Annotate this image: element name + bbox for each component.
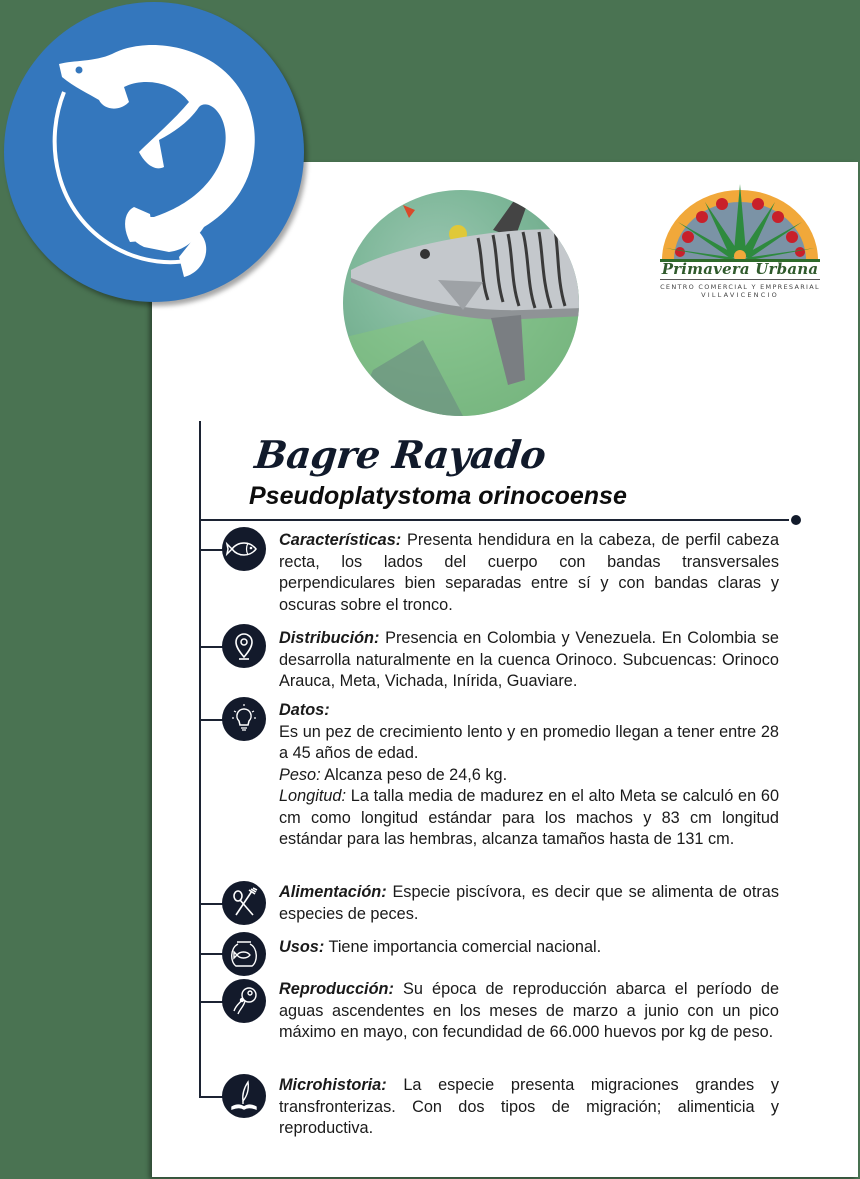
quill-book-icon — [222, 1074, 266, 1118]
peso-label: Peso: — [279, 765, 321, 784]
section-microhistoria — [279, 1075, 779, 1140]
logo-divider — [660, 279, 820, 280]
lightbulb-icon — [222, 697, 266, 741]
title-divider — [199, 519, 789, 521]
logo-title: Primavera Urbana — [661, 260, 819, 278]
section-usos — [279, 937, 779, 959]
location-pin-icon — [222, 624, 266, 668]
section-label: Microhistoria: — [279, 1076, 387, 1094]
fishbowl-icon — [222, 932, 266, 976]
utensils-icon — [222, 881, 266, 925]
section-text: La especie presenta migraciones grandes y transfronterizas. Con dos tipos de migración; alimenticia y reproductiva. — [279, 1076, 779, 1137]
section-label: Datos: — [279, 701, 330, 719]
section-reproduccion — [279, 979, 779, 1044]
divider-end-dot — [791, 515, 801, 525]
section-alimentacion — [279, 882, 779, 925]
section-label: Distribución: — [279, 629, 380, 647]
section-label: Usos: — [279, 938, 325, 956]
fish-icon — [222, 527, 266, 571]
section-text: Es un pez de crecimiento lento y en promedio llegan a tener entre 28 a 45 años de edad. — [279, 722, 779, 762]
primavera-urbana-logo — [650, 182, 830, 310]
species-photo — [343, 190, 579, 416]
sun-agave-emblem-icon — [650, 182, 830, 262]
section-text: Presenta hendidura en la cabeza, de perfil cabeza recta, los lados del cuerpo con bandas transversales perpendiculares bien separadas entre sí y con bandas claras y oscuras sobre el tronco. — [279, 531, 779, 614]
peso-text: Alcanza peso de 24,6 kg. — [320, 765, 508, 784]
common-name-title: Bagre Rayado — [252, 432, 548, 477]
section-caracteristicas — [279, 530, 779, 616]
section-text: Presencia en Colombia y Venezuela. En Colombia se desarrolla naturalmente en la cuenca Orinoco. Subcuencas: Orinoco Arauca, Meta, Vichada, Inírida, Guaviare. — [279, 629, 779, 690]
section-text: Tiene importancia comercial nacional. — [324, 938, 602, 956]
longitud-label: Longitud: — [279, 787, 346, 805]
section-label: Reproducción: — [279, 980, 394, 998]
timeline-vertical-line — [199, 421, 201, 1098]
fish-leaping-icon — [4, 2, 304, 302]
scientific-name: Pseudoplatystoma orinocoense — [249, 482, 627, 510]
section-datos — [279, 700, 779, 851]
section-label: Características: — [279, 531, 402, 549]
logo-city: VILLAVICENCIO — [701, 291, 779, 299]
section-text: Su época de reproducción abarca el período de aguas ascendentes en los meses de marzo a junio con un pico máximo en mayo, con fecundidad de 66.000 huevos por kg de peso. — [279, 980, 779, 1041]
logo-subtitle: CENTRO COMERCIAL Y EMPRESARIAL — [660, 283, 820, 291]
fish-badge — [4, 2, 304, 302]
section-label: Alimentación: — [279, 883, 387, 901]
longitud-text: La talla media de madurez en el alto Meta se calculó en 60 cm como longitud estándar para los machos y 83 cm longitud estándar para las hembras, alcanza tamaños hasta de 131 cm. — [279, 787, 779, 848]
reproduction-icon — [222, 979, 266, 1023]
section-text: Especie piscívora, es decir que se alimenta de otras especies de peces. — [279, 883, 779, 923]
section-distribucion — [279, 628, 779, 693]
